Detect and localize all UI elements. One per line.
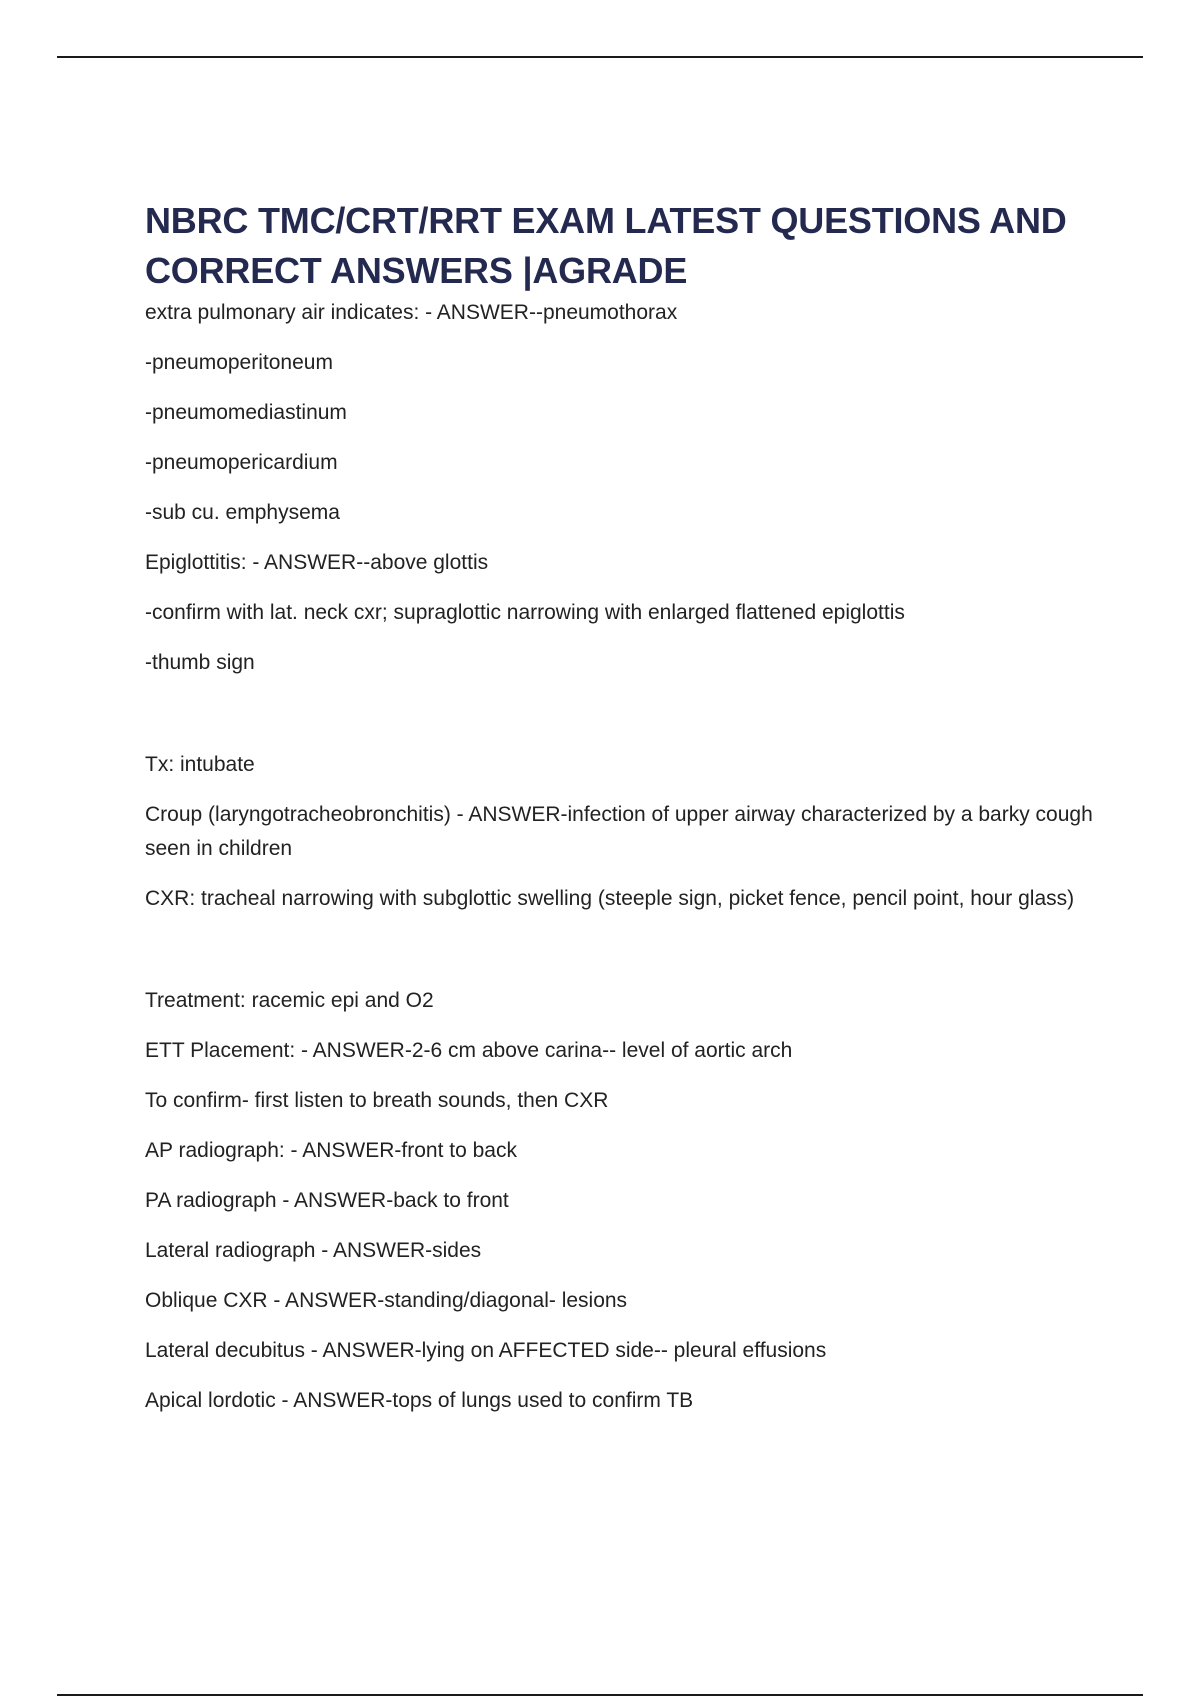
qa-line: Lateral radiograph - ANSWER-sides	[145, 1239, 482, 1262]
qa-line: PA radiograph - ANSWER-back to front	[145, 1189, 509, 1212]
paragraph-gap	[145, 696, 1105, 748]
qa-line: extra pulmonary air indicates: - ANSWER--pneumothorax	[145, 301, 678, 324]
qa-line: Apical lordotic - ANSWER-tops of lungs used to confirm TB	[145, 1389, 694, 1412]
qa-line: -confirm with lat. neck cxr; supraglottic narrowing with enlarged flattened epiglottis	[145, 601, 905, 624]
qa-line: Epiglottitis: - ANSWER--above glottis	[145, 551, 489, 574]
qa-line: -pneumomediastinum	[145, 401, 347, 424]
qa-line: Oblique CXR - ANSWER-standing/diagonal- lesions	[145, 1289, 628, 1312]
qa-line: -pneumoperitoneum	[145, 351, 333, 374]
header-rule	[57, 56, 1143, 58]
qa-line: Lateral decubitus - ANSWER-lying on AFFECTED side-- pleural effusions	[145, 1339, 827, 1362]
qa-line: -pneumopericardium	[145, 451, 338, 474]
footer-rule	[57, 1694, 1143, 1696]
qa-line: ETT Placement: - ANSWER-2-6 cm above carina-- level of aortic arch	[145, 1039, 793, 1062]
document-title: NBRC TMC/CRT/RRT EXAM LATEST QUESTIONS AND CORRECT ANSWERS |AGRADE	[145, 200, 1067, 291]
qa-line: -sub cu. emphysema	[145, 501, 340, 524]
qa-line: CXR: tracheal narrowing with subglottic swelling (steeple sign, picket fence, pencil point, hour glass)	[145, 887, 1075, 910]
qa-line: Croup (laryngotracheobronchitis) - ANSWER-infection of upper airway characterized by a barky cough seen in children	[145, 803, 1099, 860]
qa-line: -thumb sign	[145, 651, 255, 674]
qa-line: To confirm- first listen to breath sounds, then CXR	[145, 1089, 609, 1112]
qa-line: Treatment: racemic epi and O2	[145, 989, 434, 1012]
document-body	[145, 196, 1105, 1434]
qa-line: Tx: intubate	[145, 753, 255, 776]
qa-line: AP radiograph: - ANSWER-front to back	[145, 1139, 517, 1162]
paragraph-gap	[145, 932, 1105, 984]
